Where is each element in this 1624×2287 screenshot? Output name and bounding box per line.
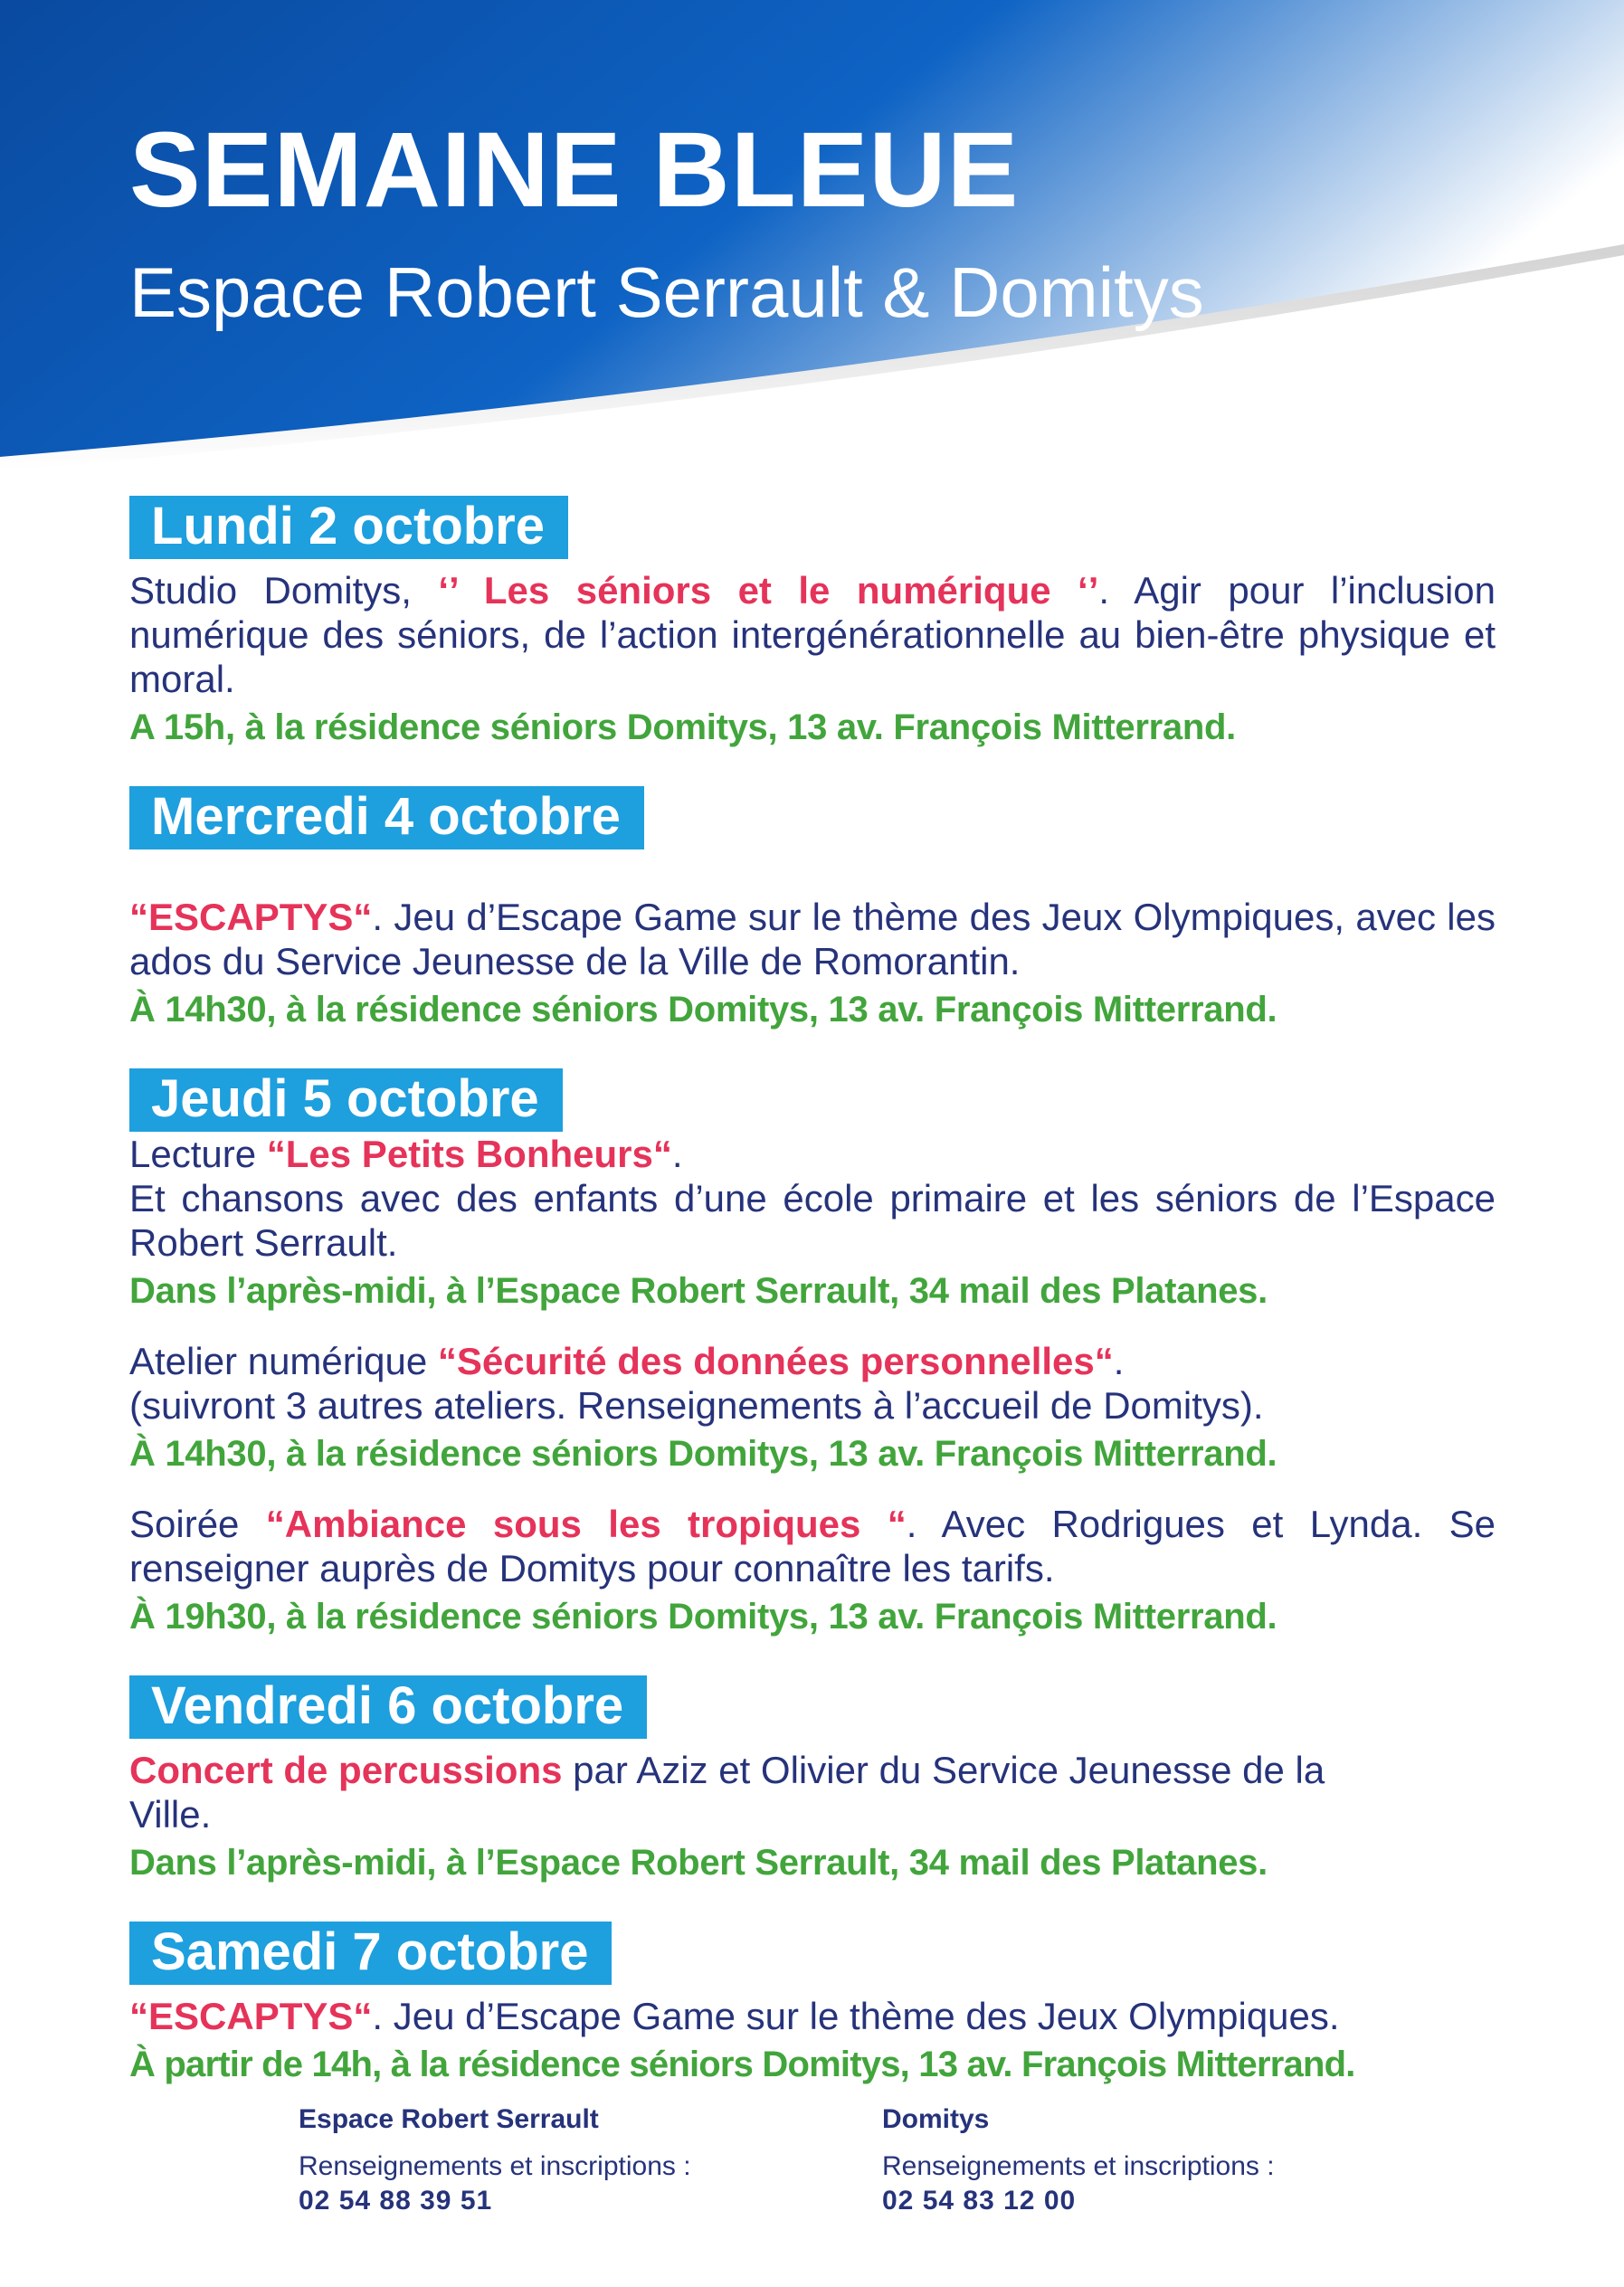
program-content — [129, 496, 1496, 2087]
contact-phone: 02 54 88 39 51 — [299, 2186, 493, 2216]
event-description: “ESCAPTYS“. Jeu d’Escape Game sur le thème des Jeux Olympiques, avec les ados du Service Jeunesse de la Ville de Romorantin. — [129, 896, 1496, 982]
contact-text: Renseignements et inscriptions : — [882, 2151, 1275, 2181]
day-section — [129, 1068, 1496, 1639]
event-details: Et chansons avec des enfants d’une école primaire et les séniors de l’Espace Robert Serrault. — [129, 1177, 1496, 1264]
day-badge: Vendredi 6 octobre — [129, 1675, 647, 1739]
event-title: “Sécurité des données personnelles“ — [437, 1340, 1114, 1382]
event-location: Dans l’après-midi, à l’Espace Robert Serrault, 34 mail des Platanes. — [129, 1271, 1268, 1311]
event-title: “Les Petits Bonheurs“ — [266, 1133, 672, 1175]
event-title: Concert de percussions — [129, 1749, 563, 1791]
day-badge: Jeudi 5 octobre — [129, 1068, 563, 1132]
event-description: “ESCAPTYS“. Jeu d’Escape Game sur le thème des Jeux Olympiques. — [129, 1995, 1340, 2037]
event-description: Lecture “Les Petits Bonheurs“. — [129, 1133, 683, 1175]
event-details: (suivront 3 autres ateliers. Renseignements à l’accueil de Domitys). — [129, 1384, 1264, 1427]
event-description: Atelier numérique “Sécurité des données personnelles“. — [129, 1340, 1125, 1382]
event-location: À 14h30, à la résidence séniors Domitys, 13 av. François Mitterrand. — [129, 1434, 1277, 1474]
event-title: “ESCAPTYS“ — [129, 896, 373, 938]
day-badge: Mercredi 4 octobre — [129, 786, 644, 849]
day-badge: Samedi 7 octobre — [129, 1922, 612, 1985]
contact-text: Renseignements et inscriptions : — [299, 2151, 691, 2181]
contact-name: Espace Robert Serrault — [299, 2104, 599, 2134]
page-title: SEMAINE BLEUE — [129, 110, 1020, 230]
header-banner — [0, 0, 1624, 507]
event-location: Dans l’après-midi, à l’Espace Robert Serrault, 34 mail des Platanes. — [129, 1843, 1268, 1883]
day-section — [129, 1922, 1496, 2087]
event-location: A 15h, à la résidence séniors Domitys, 13 av. François Mitterrand. — [129, 707, 1236, 747]
day-section — [129, 786, 1496, 1032]
day-section — [129, 1675, 1496, 1885]
day-section — [129, 496, 1496, 750]
event-location: À 19h30, à la résidence séniors Domitys, 13 av. François Mitterrand. — [129, 1597, 1277, 1637]
event-title: “ESCAPTYS“ — [129, 1995, 373, 2037]
page-subtitle: Espace Robert Serrault & Domitys — [129, 252, 1204, 332]
contact-phone: 02 54 83 12 00 — [882, 2186, 1077, 2216]
event-location: À 14h30, à la résidence séniors Domitys, 13 av. François Mitterrand. — [129, 990, 1277, 1030]
event-location: À partir de 14h, à la résidence séniors Domitys, 13 av. François Mitterrand. — [129, 2045, 1355, 2084]
contact-domitys — [882, 2104, 1425, 2218]
contact-name: Domitys — [882, 2104, 990, 2134]
day-badge: Lundi 2 octobre — [129, 496, 568, 559]
event-description: Soirée “Ambiance sous les tropiques “. Avec Rodrigues et Lynda. Se renseigner auprès de Domitys pour connaître les tarifs. — [129, 1503, 1496, 1590]
event-description: Concert de percussions par Aziz et Olivier du Service Jeunesse de la Ville. — [129, 1749, 1325, 1836]
event-description: Studio Domitys, ‘’ Les séniors et le numérique ‘’. Agir pour l’inclusion numérique des séniors, de l’action intergénérationnelle au bien-être physique et moral. — [129, 569, 1496, 700]
event-title: ‘’ Les séniors et le numérique ‘’ — [438, 569, 1099, 612]
contact-espace-robert-serrault — [299, 2104, 841, 2218]
event-title: “Ambiance sous les tropiques “ — [265, 1503, 907, 1545]
